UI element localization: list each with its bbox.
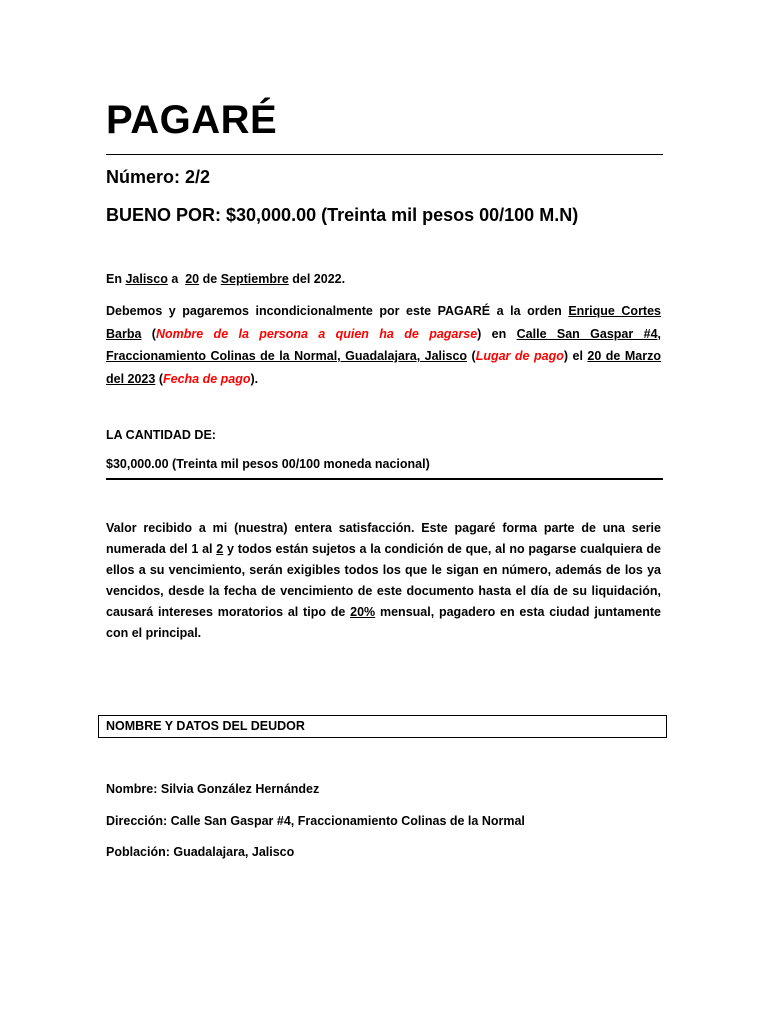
paren: ) el (563, 349, 588, 363)
payment-place-hint: Lugar de pago (475, 349, 564, 363)
title-divider (106, 154, 663, 155)
amount-label: LA CANTIDAD DE: (106, 428, 216, 442)
terms-text: Valor recibido a mi (nuestra) entera satisfacción. Este pagaré forma parte de una serie numerada del 1 al (106, 521, 661, 556)
paren: ) en (477, 326, 517, 341)
debtor-city: Población: Guadalajara, Jalisco (106, 845, 295, 859)
payment-date-hint: Fecha de pago (162, 371, 251, 386)
debtor-address: Dirección: Calle San Gaspar #4, Fraccionamiento Colinas de la Normal (106, 814, 525, 828)
beneficiary-name: Enrique Cortes Barba (106, 304, 661, 341)
document-title: PAGARÉ (106, 98, 278, 142)
pagare-number: Número: 2/2 (106, 167, 211, 187)
debtor-section-header: NOMBRE Y DATOS DEL DEUDOR (98, 715, 667, 738)
payment-address: Calle San Gaspar #4, Fraccionamiento Colinas de la Normal, Guadalajara, Jalisco (106, 326, 661, 363)
series-total: 2 (216, 542, 224, 556)
amount-divider (106, 478, 663, 480)
terms-paragraph (106, 518, 661, 644)
date-connector: de (199, 272, 221, 286)
paren: ( (155, 371, 163, 386)
promise-text: Debemos y pagaremos incondicionalmente por este PAGARÉ a la orden (106, 304, 569, 318)
terms-text: mensual, pagadero en esta ciudad juntamente con el principal. (106, 605, 661, 640)
amount-heading: BUENO POR: $30,000.00 (Treinta mil pesos 00/100 M.N) (106, 205, 579, 225)
terms-text: y todos están sujetos a la condición de que, al no pagarse cualquiera de ellos a su vencimiento, serán exigibles todos los que le sigan en número, además de los ya vencidos, desde la fecha de vencimiento de este documento hasta el día de su liquidación, causará intereses moratorios al tipo de (106, 542, 661, 619)
issue-place: Jalisco (125, 272, 168, 286)
debtor-name: Nombre: Silvia González Hernández (106, 782, 320, 796)
paren: ( (467, 349, 476, 363)
issue-month: Septiembre (220, 272, 289, 286)
amount-value: $30,000.00 (Treinta mil pesos 00/100 moneda nacional) (106, 457, 430, 471)
issue-date-line (106, 272, 345, 286)
promise-paragraph (106, 300, 661, 390)
payment-date: 20 de Marzo del 2023 (106, 349, 661, 386)
beneficiary-hint: Nombre de la persona a quien ha de pagarse (155, 326, 478, 341)
issue-year: del 2022. (288, 272, 346, 286)
date-prefix: En (106, 272, 126, 286)
interest-rate: 20% (350, 605, 376, 619)
date-connector: a (167, 272, 182, 286)
paren: ( (141, 326, 156, 341)
issue-day: 20 (185, 272, 200, 286)
paren: ). (250, 371, 259, 386)
